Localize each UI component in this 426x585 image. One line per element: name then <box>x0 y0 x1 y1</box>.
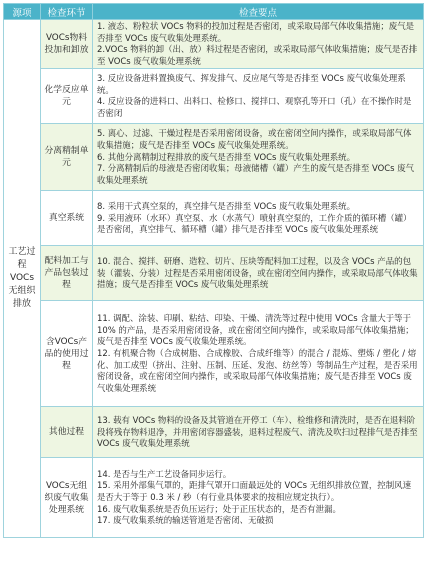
check-point: 9. 采用液环（水环）真空泵、水（水蒸气）喷射真空泵的，工作介质的循环槽（罐）是否密闭，真空排气、循环槽（罐）排气是否排至 VOCs 废气收集处理系统 <box>97 212 412 235</box>
points-cell <box>93 246 424 301</box>
step-cell: VOCs无组织废气收集处理系统 <box>41 458 93 538</box>
step-cell: 其他过程 <box>41 407 93 458</box>
step-cell: VOCs物料投加和卸放 <box>41 20 93 69</box>
header-step: 检查环节 <box>41 4 93 20</box>
step-cell: 化学反应单元 <box>41 69 93 124</box>
table-body <box>4 20 424 538</box>
table-row <box>4 69 424 124</box>
check-point: 2.VOCs 物料的卸（出、放）料过程是否密闭，或采取局部气体收集措施；废气是否排至 VOCs 废气收集处理系统 <box>97 44 418 66</box>
header-source: 源项 <box>4 4 41 20</box>
check-point: 8. 采用干式真空泵的，真空排气是否排至 VOCs 废气收集处理系统。 <box>97 200 356 211</box>
check-point: 17. 废气收集系统的输送管道是否密闭、无破损 <box>97 515 274 526</box>
check-point: 10. 混合、搅拌、研磨、造粒、切片、压块等配料加工过程，以及含 VOCs 产品的包装（灌装、分装）过程是否采用密闭设备，或在密闭空间内操作，或采取局部气体收集措施；废气是否排至 VOCs 废气收集处理系统 <box>97 255 418 290</box>
table-row <box>4 20 424 69</box>
points-cell <box>93 301 424 407</box>
inspection-table-container <box>3 3 423 538</box>
table-row <box>4 191 424 246</box>
check-point: 15. 采用外部集气罩的，距排气罩开口面最远处的 VOCs 无组织排放位置，控制风速是否大于等于 0.3 米 / 秒（有行业具体要求的按相应规定执行）。 <box>97 480 412 503</box>
step-cell: 真空系统 <box>41 191 93 246</box>
check-point: 12. 有机聚合物（合成树脂、合成橡胶、合成纤维等）的混合 / 混炼、塑炼 / 塑化 / 熔化、加工成型（挤出、注射、压制、压延、发泡、纺丝等）等制品生产过程，是否采用密闭设备，或在密闭空间内操作，或采取局部气体收集措施；废气是否排至 VOCs 废气收集处理系统 <box>97 348 418 393</box>
points-cell <box>93 69 424 124</box>
table-row <box>4 407 424 458</box>
points-cell <box>93 407 424 458</box>
check-point: 11. 调配、涂装、印刷、粘结、印染、干燥、清洗等过程中使用 VOCs 含量大于等于 10% 的产品，是否采用密闭设备，或在密闭空间内操作，或采取局部气体收集措施；废气是否排至 VOCs 废气收集处理系统。 <box>97 313 414 347</box>
table-header-row <box>4 4 424 20</box>
check-point: 6. 其他分离精制过程排放的废气是否排至 VOCs 废气收集处理系统。 <box>97 151 356 162</box>
step-cell: 含VOCs产品的使用过程 <box>41 301 93 407</box>
table-row <box>4 458 424 538</box>
check-point: 1. 液态、粉粒状 VOCs 物料的投加过程是否密闭，或采取局部气体收集措施；废气是否排至 VOCs 废气收集处理系统。 <box>97 21 415 43</box>
check-point: 7. 分离精制后的母液是否密闭收集；母液储槽（罐）产生的废气是否排至 VOCs 废气收集处理系统 <box>97 163 415 185</box>
table-row <box>4 124 424 191</box>
check-point: 14. 是否与生产工艺设备同步运行。 <box>97 468 232 479</box>
check-point: 13. 载有 VOCs 物料的设备及其管道在开停工（车）、检维修和清洗时，是否在退料阶段将残存物料退净，并用密闭容器盛装，退料过程废气、清洗及吹扫过程排气是否排至 VOCs 废气收集处理系统 <box>97 414 418 449</box>
check-point: 4. 反应设备的进料口、出料口、检修口、搅拌口、观察孔等开口（孔）在不操作时是否密闭 <box>97 96 412 118</box>
inspection-table <box>3 3 424 538</box>
step-cell: 配料加工与产品包装过程 <box>41 246 93 301</box>
check-point: 5. 离心、过滤、干燥过程是否采用密闭设备，或在密闭空间内操作，或采取局部气体收集措施；废气是否排至 VOCs 废气收集处理系统。 <box>97 128 412 150</box>
points-cell <box>93 124 424 191</box>
points-cell <box>93 20 424 69</box>
step-cell: 分离精制单元 <box>41 124 93 191</box>
check-point: 16. 废气收集系统是否负压运行；处于正压状态的，是否有泄漏。 <box>97 503 341 514</box>
source-cell: 工艺过程VOCs无组织排放 <box>4 20 41 538</box>
points-cell <box>93 191 424 246</box>
header-points: 检查要点 <box>93 4 424 20</box>
points-cell <box>93 458 424 538</box>
check-point: 3. 反应设备进料置换废气、挥发排气、反应尾气等是否排至 VOCs 废气收集处理系统。 <box>97 73 406 95</box>
table-row <box>4 246 424 301</box>
table-row <box>4 301 424 407</box>
